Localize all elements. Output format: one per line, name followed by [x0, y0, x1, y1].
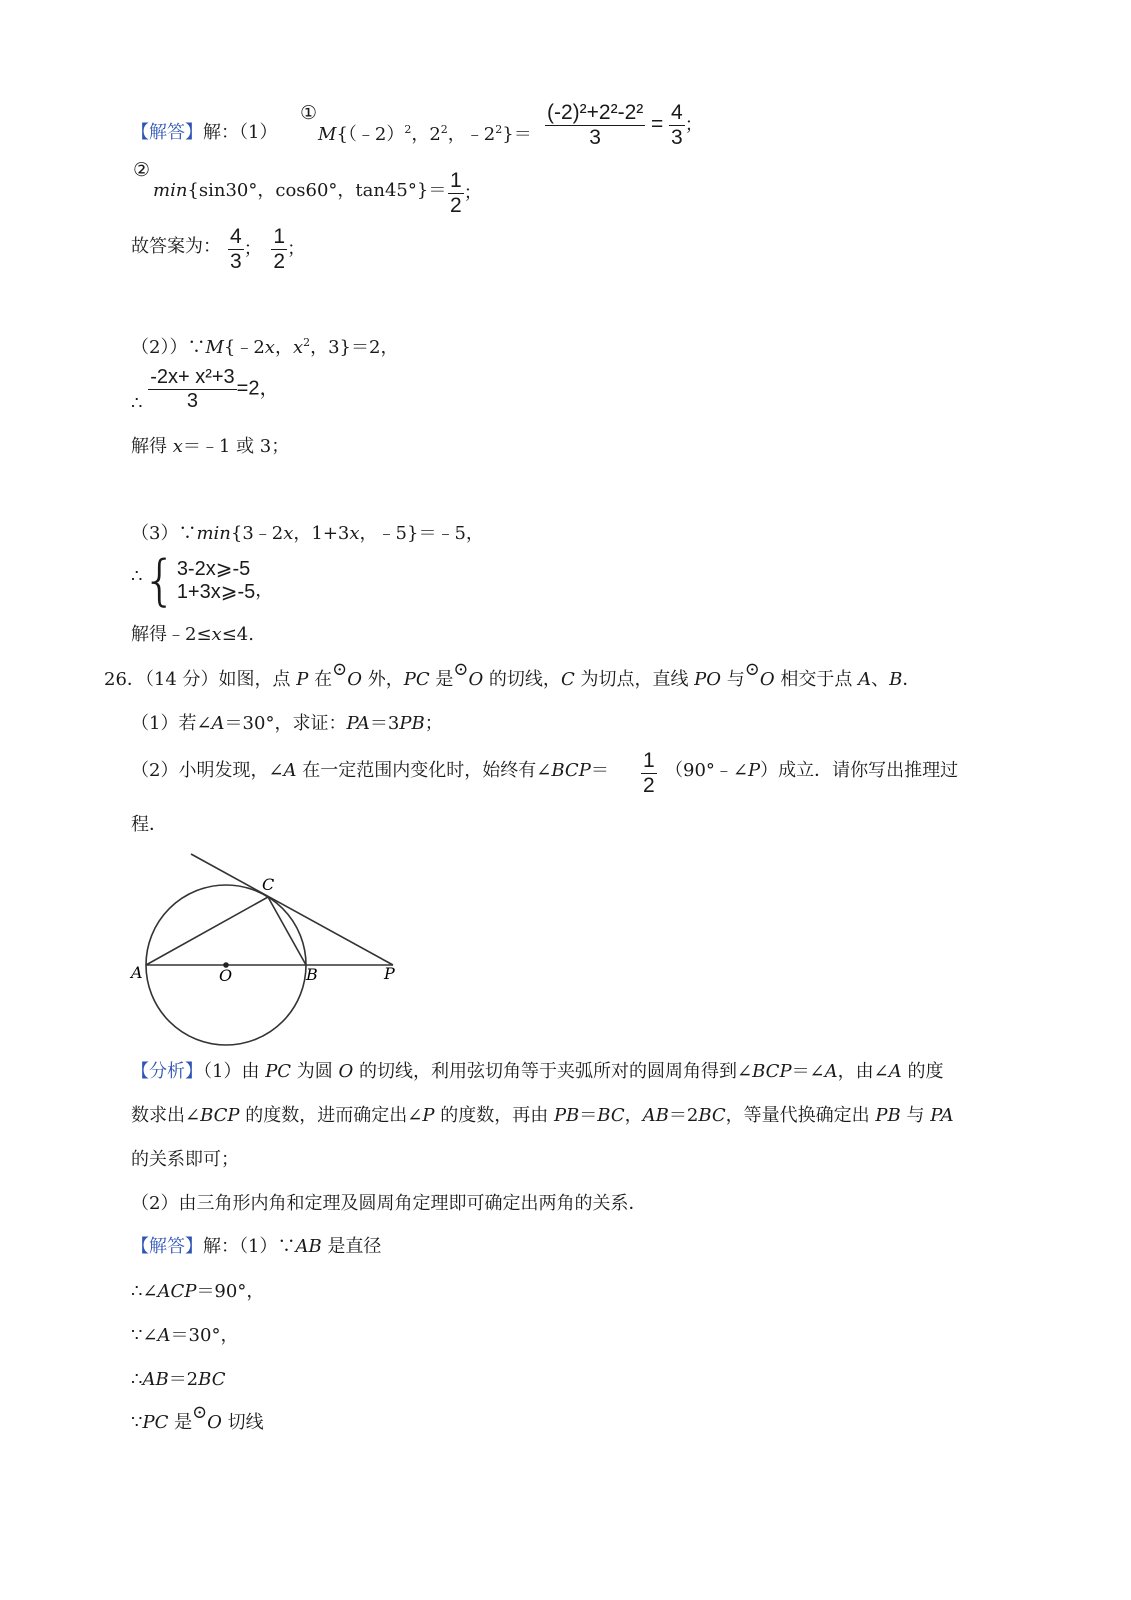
- q25-answer-line1: 【解答】解：（1）: [131, 122, 278, 143]
- part2-result: 解得 x＝﹣1 或 3；: [131, 436, 290, 457]
- chord-ac: [146, 897, 268, 965]
- analysis-line1: 【分析】（1）由 PC 为圆 O 的切线，利用弦切角等于夹弧所对的圆周角得到∠BCP＝∠A，由∠A 的度: [131, 1061, 944, 1082]
- solution26-line5: ∵PC 是⊙O 切线: [131, 1402, 264, 1433]
- circled-one: ①: [300, 102, 318, 124]
- part3-system: ∴{ 3-2x⩾-5 1+3x⩾-5 ，: [131, 549, 274, 612]
- inequality-1: 3-2x⩾-5: [176, 558, 251, 580]
- part2-equation: ∴ $\frac{\text{-2x+ x²+3}}{3}$ =2，: [131, 366, 280, 414]
- circled-two: ②: [133, 159, 151, 181]
- q26-part2-end: 程．: [131, 814, 167, 835]
- answer-fractions: $\frac{4}{3}$ ； $\frac{1}{2}$ ；: [230, 225, 306, 274]
- solution26-label: 【解答】: [131, 1236, 203, 1257]
- inequality-2: 1+3x⩾-5: [176, 581, 256, 603]
- q26-header: 26．（14 分）如图，点 P 在⊙O 外，PC 是⊙O 的切线，C 为切点，直线 PO 与⊙O 相交于点 A、B．: [104, 659, 921, 690]
- analysis-line4: （2）由三角形内角和定理及圆周角定理即可确定出两角的关系．: [131, 1193, 647, 1214]
- answer-label: 【解答】: [131, 122, 203, 143]
- solution26-line1: 【解答】解：（1）∵AB 是直径: [131, 1236, 382, 1257]
- label-o: O: [219, 966, 233, 985]
- min-expression: min{sin30°，cos60°，tan45°}＝: [153, 180, 447, 201]
- m-expression: M{（﹣2）$^2$，$2^2$，$﹣2^2\}=$: [318, 123, 532, 145]
- analysis-line2: 数求出∠BCP 的度数，进而确定出∠P 的度数，再由 PB＝BC，AB＝2BC，等量代换确定出 PB 与 PA: [131, 1105, 954, 1126]
- part2-intro: （2））∵M{﹣2x，$x^2$，3}＝2，: [131, 336, 399, 358]
- answer-summary: 故答案为：: [131, 236, 221, 257]
- tangent-pc: [191, 854, 393, 965]
- label-a: A: [131, 963, 143, 982]
- fraction-m-value: $\frac{\text{(-2)²+2²-2²}}{3}$ = $\frac{4}{3}$ ；: [547, 101, 703, 150]
- label-b: B: [306, 965, 318, 984]
- fraction-half-2: $\frac{1}{2}$: [643, 749, 655, 798]
- solution26-line2: ∴∠ACP＝90°，: [131, 1281, 265, 1302]
- circle-dot-symbol: ⊙: [332, 659, 348, 680]
- label-p: P: [384, 964, 395, 983]
- part3-result: 解得﹣2≤x≤4.: [131, 624, 254, 645]
- analysis-label: 【分析】: [131, 1061, 203, 1082]
- geometry-figure: [125, 845, 415, 1050]
- q26-part1: （1）若∠A＝30°，求证：PA＝3PB；: [131, 713, 443, 734]
- solution26-line4: ∴AB＝2BC: [131, 1369, 226, 1390]
- q26-part2: （2）小明发现，∠A 在一定范围内变化时，始终有∠BCP＝: [131, 760, 609, 781]
- solution26-line3: ∵∠A＝30°，: [131, 1325, 239, 1346]
- part3-intro: （3）∵min{3﹣2x，1+3x，﹣5}＝﹣5，: [131, 523, 484, 544]
- label-c: C: [262, 875, 275, 894]
- analysis-line3: 的关系即可；: [131, 1149, 239, 1170]
- fraction-half-1: $\frac{1}{2}$ ；: [450, 169, 482, 218]
- q26-part2-cont: （90°﹣∠P）成立．请你写出推理过: [665, 760, 959, 781]
